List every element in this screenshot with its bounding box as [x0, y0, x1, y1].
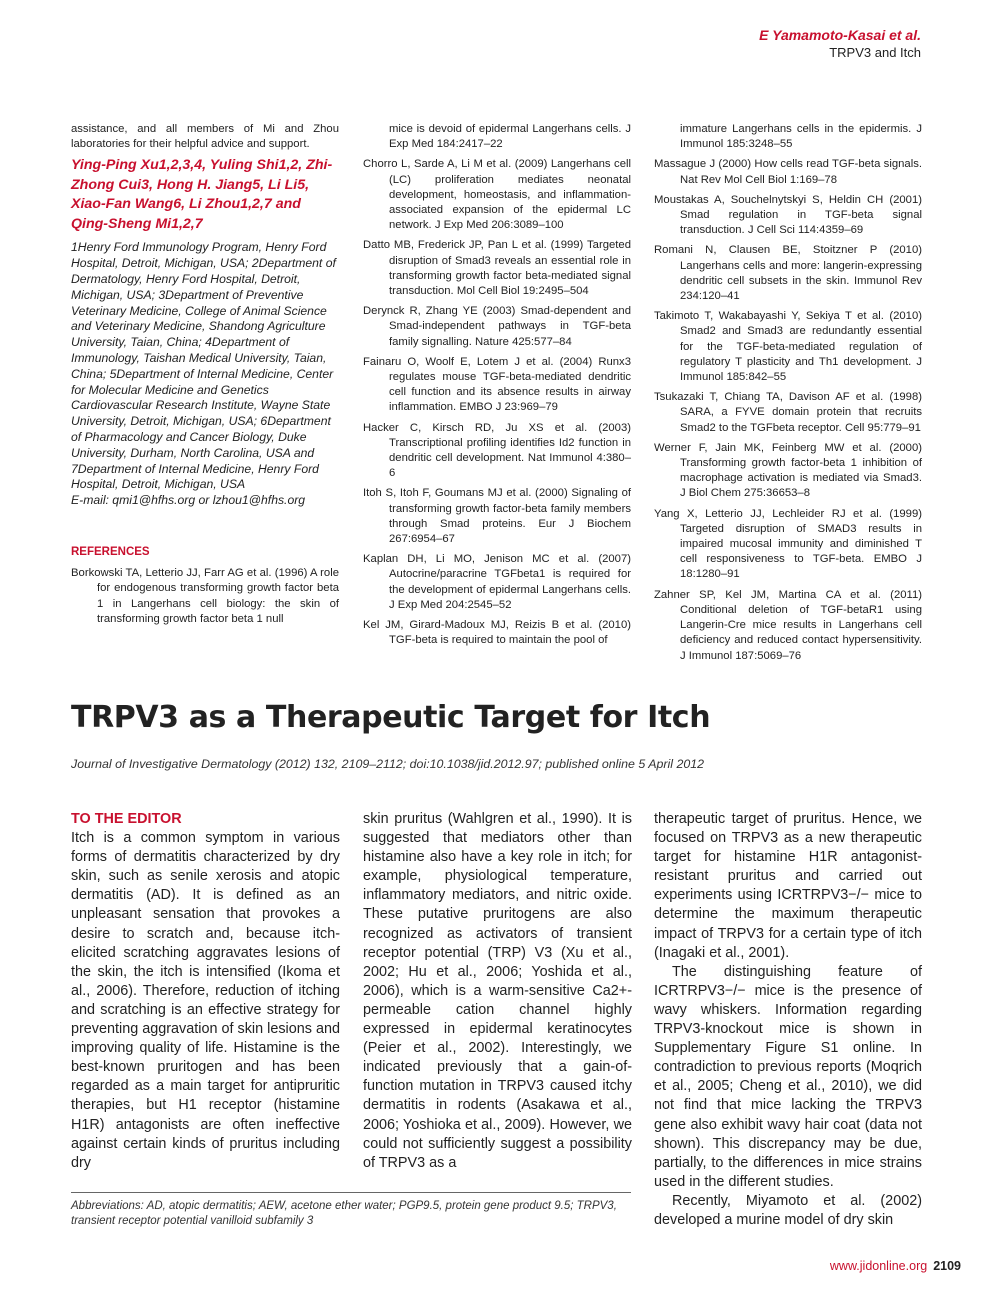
reference-item: Massague J (2000) How cells read TGF-beta signals. Nat Rev Mol Cell Biol 1:169–78 — [654, 158, 922, 186]
body-column-1 — [71, 810, 340, 1173]
reference-item: Fainaru O, Woolf E, Lotem J et al. (2004) Runx3 regulates mouse TGF-beta-mediated dendritic cell function and its absence results in airway inflammation. EMBO J 23:969–79 — [363, 355, 631, 414]
footnote-rule — [71, 1192, 631, 1193]
reference-item: Hacker C, Kirsch RD, Ju XS et al. (2003) Transcriptional profiling identifies Id2 function in dendritic cell development. Nat Immunol 4:380–6 — [363, 421, 631, 480]
reference-item: Takimoto T, Wakabayashi Y, Sekiya T et al. (2010) Smad2 and Smad3 are redundantly essential for the TGF-beta-mediated regulation of regulatory T plasticity and Th1 development. J Immunol 185:842–55 — [654, 310, 922, 384]
citation-line — [71, 757, 704, 771]
body-paragraph: therapeutic target of pruritus. Hence, we focused on TRPV3 as a new therapeutic target for histamine H1R antagonist-resistant pruritus and carried out experiments using ICRTRPV3−/− mice to determine the maximum therapeutic impact of TRPV3 for a certain type of itch (Inagaki et al., 2001). — [654, 811, 922, 961]
reference-item: Werner F, Jain MK, Feinberg MW et al. (2000) Transforming growth factor-beta 1 inhibition of macrophage activation is mediated via Smad3. J Biol Chem 275:36653–8 — [654, 441, 922, 500]
page-footer — [830, 1259, 961, 1273]
column-3 — [654, 122, 922, 669]
article-title: TRPV3 as a Therapeutic Target for Itch — [71, 700, 711, 735]
reference-item: Datto MB, Frederick JP, Pan L et al. (1999) Targeted disruption of Smad3 reveals an essential role in transforming growth factor beta-mediated signal transduction. Mol Cell Biol 19:2495–504 — [363, 239, 631, 298]
author-list: Ying-Ping Xu1,2,3,4, Yuling Shi1,2, Zhi-Zhong Cui3, Hong H. Jiang5, Li Li5, Xiao-Fan Wang6, Li Zhou1,2,7 and Qing-Sheng Mi1,2,7 — [71, 157, 333, 232]
column-2 — [363, 122, 631, 654]
abbreviations-footnote: Abbreviations: AD, atopic dermatitis; AEW, acetone ether water; PGP9.5, protein gene product 9.5; TRPV3, transient receptor potential vanilloid subfamily 3 — [71, 1200, 617, 1227]
reference-item: Kel JM, Girard-Madoux MJ, Reizis B et al. (2010) TGF-beta is required to maintain the pool of — [363, 619, 631, 647]
body-column-2 — [363, 810, 632, 1173]
reference-item: Yang X, Letterio JJ, Lechleider RJ et al. (1999) Targeted disruption of SMAD3 results in impaired mucosal immunity and diminished T cell responsiveness to TGF-beta. EMBO J 18:1280–91 — [654, 507, 922, 581]
reference-item: Tsukazaki T, Chiang TA, Davison AF et al. (1998) SARA, a FYVE domain protein that recruits Smad2 to the TGFbeta receptor. Cell 95:779–91 — [654, 391, 922, 434]
body-column-3 — [654, 810, 922, 1230]
body-paragraph: Itch is a common symptom in various forms of dermatitis characterized by dry skin, such as senile xerosis and atopic dermatitis (AD). It is defined as an unpleasant sensation that provokes a desire to scratch and, because itch-elicited scratching aggravates lesions of the skin, the itch is intensified (Ikoma et al., 2006). Therefore, reduction of itching and scratching is an effective strategy for preventing aggravation of skin lesions and improving quality of life. Histamine is the best-known pruritogen and has been regarded as a main target for antipruritic therapies, but H1 receptor (histamine H1R) antagonists are often ineffective against certain kinds of pruritus including dry — [71, 830, 340, 1171]
references-heading: REFERENCES — [71, 545, 150, 558]
header-authors: E Yamamoto-Kasai et al. — [759, 27, 921, 43]
journal-url[interactable]: www.jidonline.org — [829, 1259, 928, 1273]
reference-item: Chorro L, Sarde A, Li M et al. (2009) Langerhans cell (LC) proliferation mediates neonatal development, homeostasis, and inflammation-associated expansion of the epidermal LC network. J Exp Med 206:3089–100 — [363, 158, 631, 232]
page-number: 2109 — [933, 1259, 961, 1273]
running-header — [759, 26, 921, 61]
citation-text: Journal of Investigative Dermatology (2012) 132, 2109–2112; doi:10.1038/jid.2012.97; published online 5 April 2012 — [71, 757, 705, 771]
reference-item: Borkowski TA, Letterio JJ, Farr AG et al. (1996) A role for endogenous transforming growth factor beta 1 in Langerhans cell biology: the skin of transforming growth factor beta 1 null — [71, 567, 339, 625]
reference-item: Moustakas A, Souchelnytskyi S, Heldin CH (2001) Smad regulation in TGF-beta signal transduction. J Cell Sci 114:4359–69 — [654, 193, 922, 237]
reference-item: immature Langerhans cells in the epidermis. J Immunol 185:3248–55 — [680, 123, 922, 151]
reference-item: Itoh S, Itoh F, Goumans MJ et al. (2000) Signaling of transforming growth factor-beta family members through Smad proteins. Eur J Biochem 267:6954–67 — [363, 487, 631, 546]
reference-item: mice is devoid of epidermal Langerhans cells. J Exp Med 184:2417–22 — [389, 123, 631, 151]
acknowledgment-text: assistance, and all members of Mi and Zhou laboratories for their helpful advice and support. — [71, 123, 339, 151]
reference-item: Kaplan DH, Li MO, Jenison MC et al. (2007) Autocrine/paracrine TGFbeta1 is required for the development of epidermal Langerhans cells. J Exp Med 204:2545–52 — [363, 553, 631, 611]
email-line: E-mail: qmi1@hfhs.org or lzhou1@hfhs.org — [71, 493, 306, 508]
reference-item: Derynck R, Zhang YE (2003) Smad-dependent and Smad-independent pathways in TGF-beta family signalling. Nature 425:577–84 — [363, 305, 631, 348]
reference-item: Romani N, Clausen BE, Stoitzner P (2010) Langerhans cells and more: langerin-expressing dendritic cell subsets in the skin. Immunol Rev 234:120–41 — [654, 244, 922, 303]
body-paragraph: skin pruritus (Wahlgren et al., 1990). It is suggested that mediators other than histamine also have a key role in itch; for example, physiological temperature, inflammatory mediators, and nitric oxide. These putative pruritogens are also recognized as activators of transient receptor potential (TRP) V3 (Xu et al., 2002; Hu et al., 2006; Yoshida et al., 2006), which is a warm-sensitive Ca2+-permeable cation channel highly expressed in epidermal keratinocytes (Peier et al., 2002). Interestingly, we indicated previously that a gain-of-function mutation in TRPV3 caused itchy dermatitis in rodents (Asakawa et al., 2006; Yoshioka et al., 2009). However, we could not sufficiently suggest a possibility of TRPV3 as a — [363, 811, 632, 1171]
section-heading: TO THE EDITOR — [71, 811, 182, 827]
body-paragraph: The distinguishing feature of ICRTRPV3−/− mice is the presence of wavy whiskers. Information regarding TRPV3-knockout mice is shown in Supplementary Figure S1 online. In contradiction to previous reports (Moqrich et al., 2005; Cheng et al., 2010), we did not find that mice lacking the TRPV3 gene also exhibit wavy hair coat (data not shown). This discrepancy may be due, partially, to the differences in mice strains used in the different studies. — [654, 963, 922, 1190]
column-1 — [71, 122, 339, 632]
body-paragraph: Recently, Miyamoto et al. (2002) developed a murine model of dry skin — [654, 1192, 922, 1228]
affiliations: 1Henry Ford Immunology Program, Henry Ford Hospital, Detroit, Michigan, USA; 2Department of Dermatology, Henry Ford Hospital, Detroit, Michigan, USA; 3Department of Preventive Veterinary Medicine, College of Animal Science and Veterinary Medicine, Shandong Agriculture University, Taian, China; 4Department of Immunology, Taishan Medical University, Taian, China; 5Department of Internal Medicine, Center for Molecular Medicine and Genetics Cardiovascular Research Institute, Wayne State University, Detroit, Michigan, USA; 6Department of Pharmacology and Cancer Biology, Duke University, Durham, North Carolina, USA and 7Department of Internal Medicine, Henry Ford Hospital, Detroit, Michigan, USA — [71, 240, 336, 492]
reference-item: Zahner SP, Kel JM, Martina CA et al. (2011) Conditional deletion of TGF-betaR1 using Langerin-Cre mice results in Langerhans cell deficiency and reduced contact hypersensitivity. J Immunol 187:5069–76 — [654, 588, 922, 662]
header-topic: TRPV3 and Itch — [829, 45, 921, 60]
